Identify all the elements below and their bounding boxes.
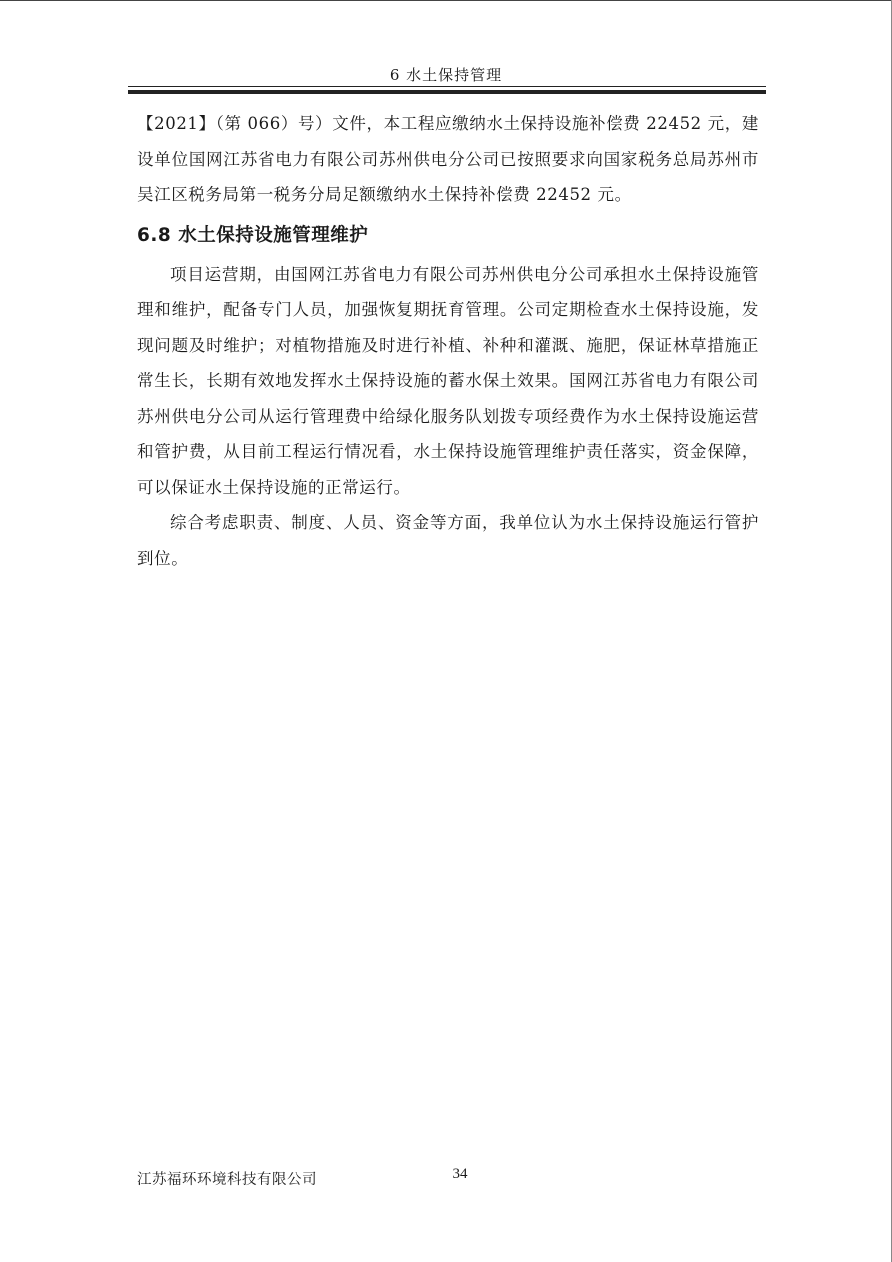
footer-page-number: 34 [452, 1166, 468, 1182]
running-header-title: 6 水土保持管理 [389, 66, 503, 84]
paragraph-maintenance: 项目运营期，由国网江苏省电力有限公司苏州供电分公司承担水土保持设施管理和维护，配备专门人员，加强恢复期抚育管理。公司定期检查水土保持设施，发现问题及时维护；对植物措施及时进行补植、补种和灌溉、施肥，保证林草措施正常生长，长期有效地发挥水土保持设施的蓄水保土效果。国网江苏省电力有限公司苏州供电分公司从运行管理费中给绿化服务队划拨专项经费作为水土保持设施运营和管护费，从目前工程运行情况看，水土保持设施管理维护责任落实，资金保障，可以保证水土保持设施的正常运行。 [137, 264, 759, 497]
page-top-border [0, 0, 892, 1]
header-rule-thick [128, 90, 766, 94]
section-heading-6-8: 6.8 水土保持设施管理维护 [137, 224, 369, 246]
footer-company-name: 江苏福环环境科技有限公司 [137, 1172, 317, 1188]
paragraph-fee-payment: 【2021】（第 066）号）文件，本工程应缴纳水土保持设施补偿费 22452 元，建设单位国网江苏省电力有限公司苏州供电分公司已按照要求向国家税务总局苏州市吴江区税务局第一税务分局足额缴纳水土保持补偿费 22452 元。 [137, 114, 759, 204]
paragraph-conclusion: 综合考虑职责、制度、人员、资金等方面，我单位认为水土保持设施运行管护到位。 [137, 513, 759, 568]
header-rule-thin [128, 86, 766, 87]
main-content [137, 106, 759, 576]
